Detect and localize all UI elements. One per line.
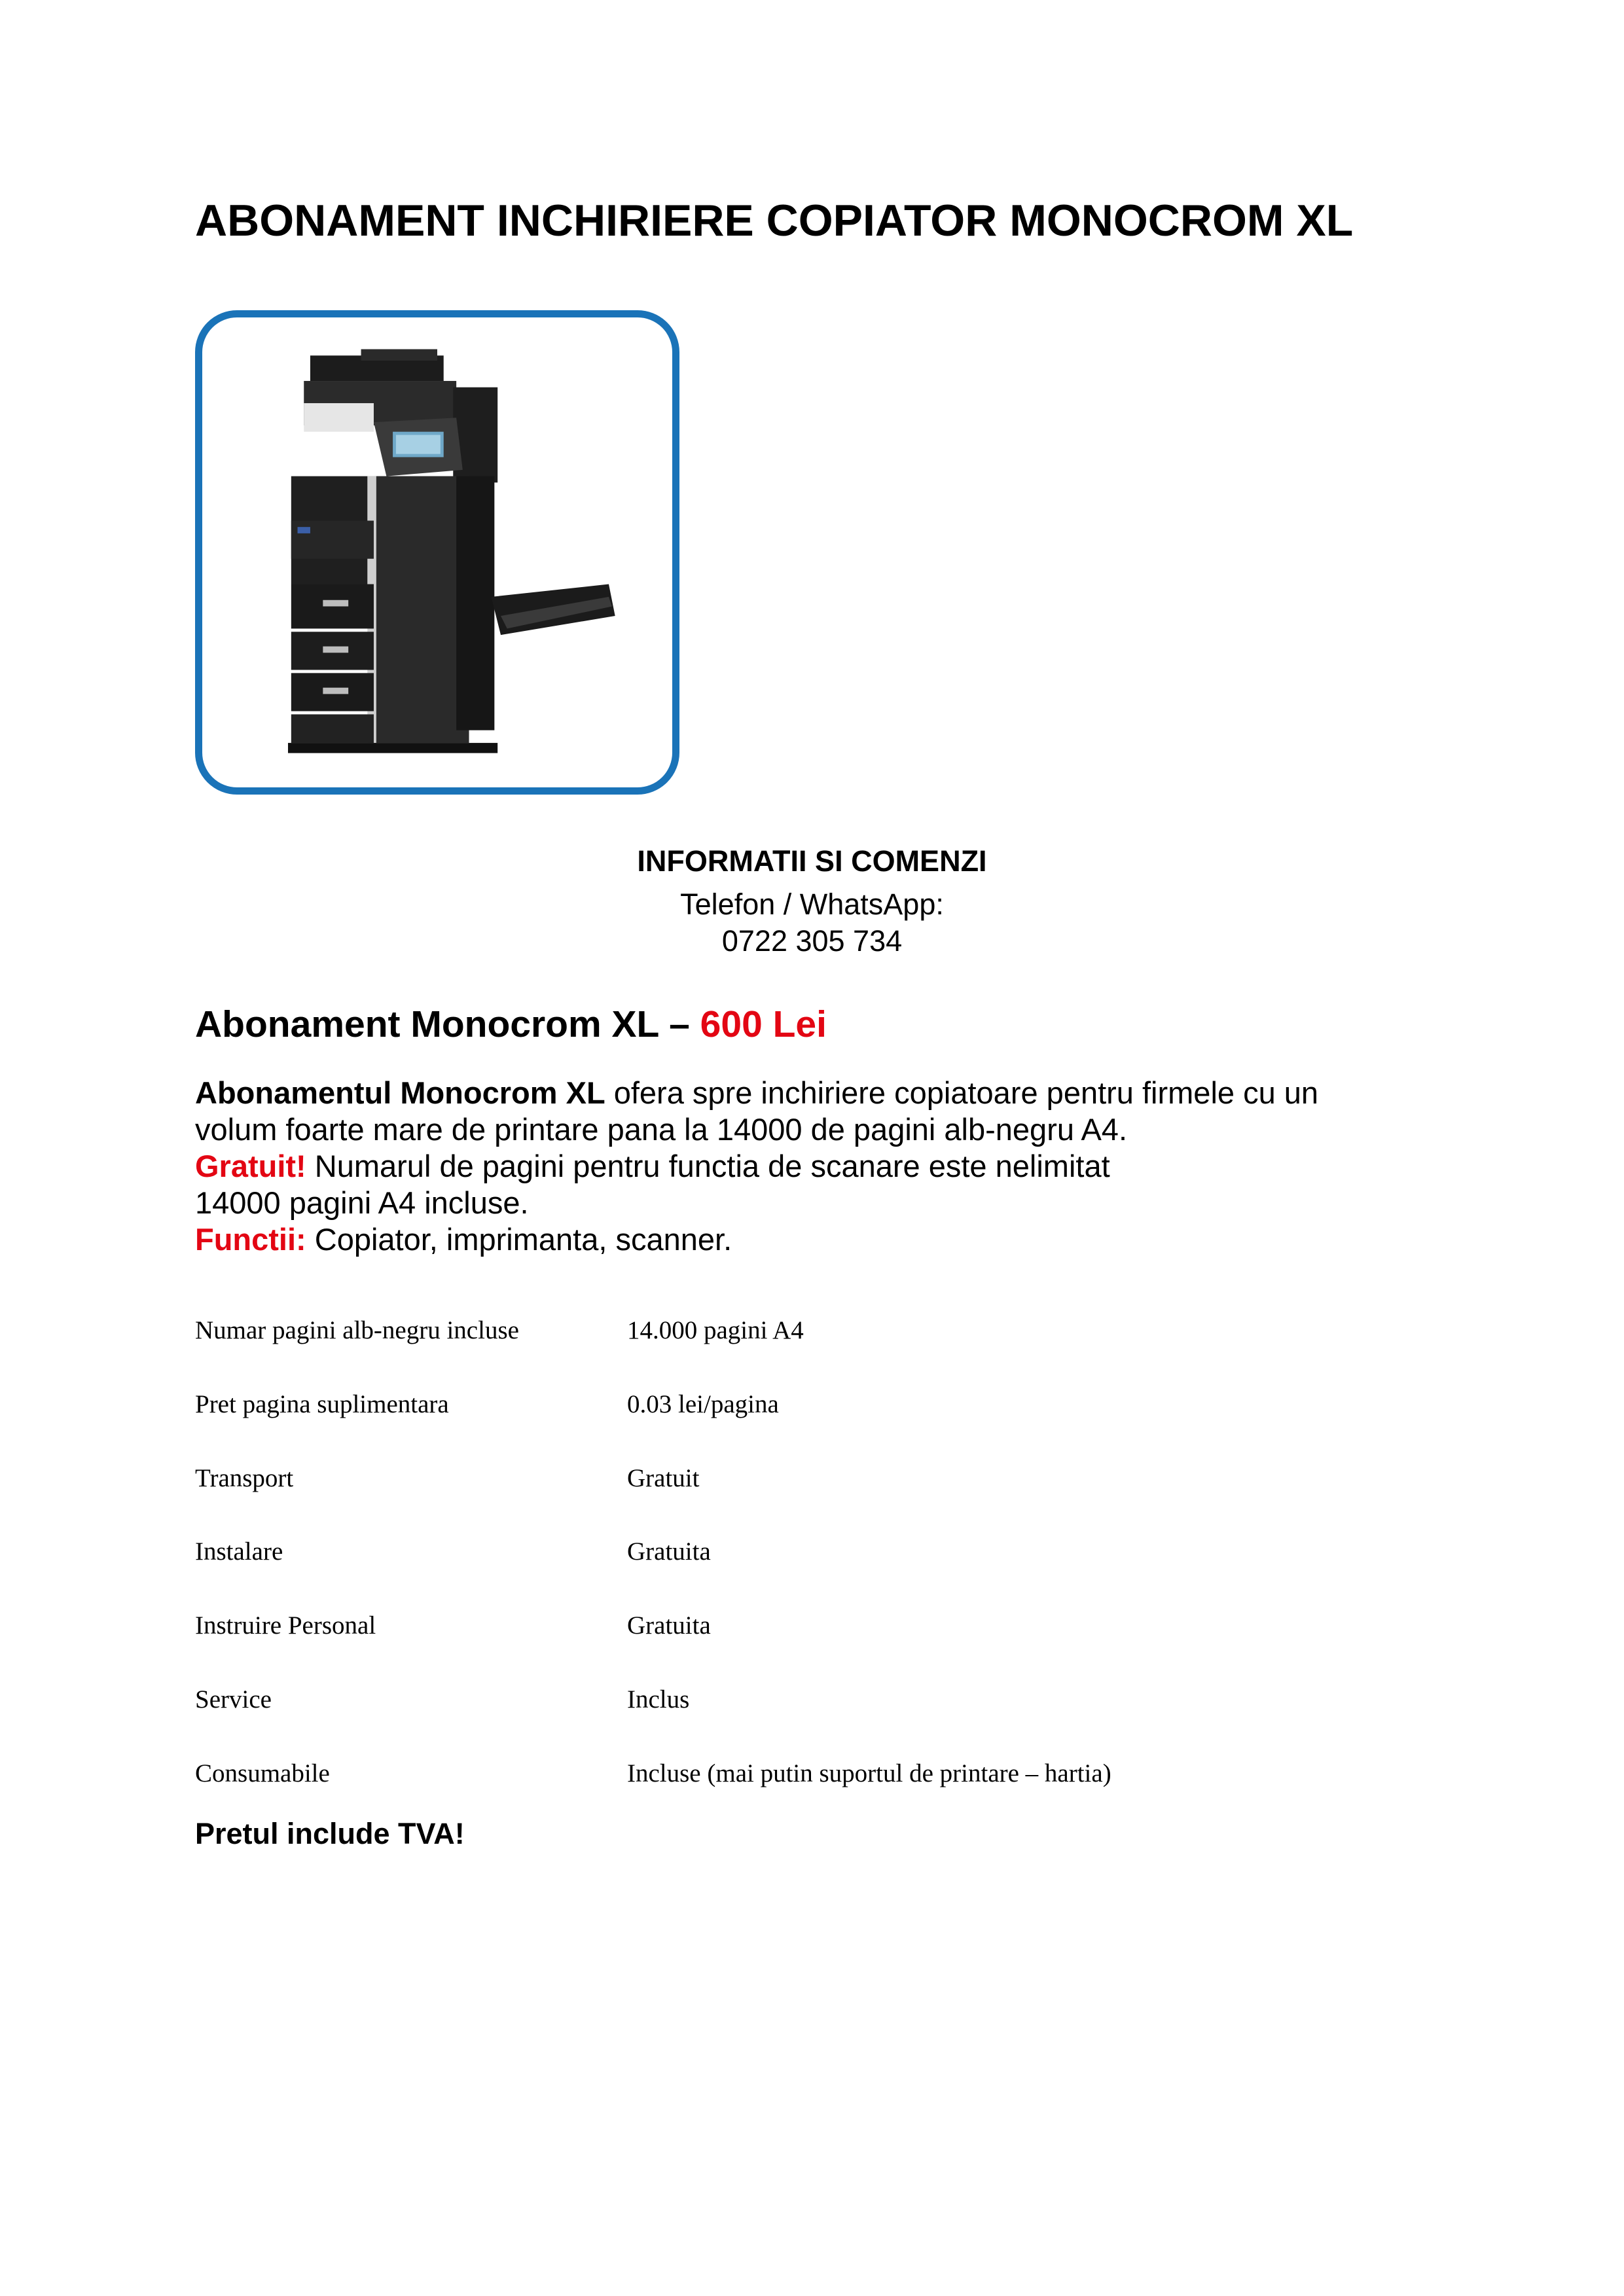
spec-label: Transport (195, 1464, 294, 1492)
spec-value: 14.000 pagini A4 (627, 1316, 804, 1344)
spec-label: Pret pagina suplimentara (195, 1390, 449, 1418)
plan-name: Abonament Monocrom XL – (195, 1003, 700, 1045)
spec-value: Inclus (627, 1685, 690, 1713)
plan-heading (195, 1003, 827, 1046)
description-functions-line (195, 1221, 732, 1258)
description-pages-included: 14000 pagini A4 incluse. (195, 1185, 529, 1220)
contact-heading: INFORMATII SI COMENZI (637, 844, 987, 878)
spec-value: Gratuita (627, 1611, 711, 1640)
spec-value: Gratuita (627, 1537, 711, 1566)
spec-value: Incluse (mai putin suportul de printare – hartia) (627, 1759, 1111, 1787)
spec-label: Consumabile (195, 1759, 330, 1787)
vat-note: Pretul include TVA! (195, 1817, 465, 1850)
spec-label: Service (195, 1685, 272, 1713)
functions-text: Copiator, imprimanta, scanner. (306, 1222, 732, 1257)
contact-phone-number: 0722 305 734 (721, 924, 903, 958)
description-plan-name: Abonamentul Monocrom XL (195, 1075, 605, 1110)
description-text: ofera spre inchiriere copiatoare pentru firmele cu un (605, 1075, 1319, 1110)
plan-price: 600 Lei (700, 1003, 827, 1045)
description-line-1 (195, 1075, 1318, 1111)
description-free-line (195, 1148, 1110, 1185)
description-line-2: volum foarte mare de printare pana la 14000 de pagini alb-negru A4. (195, 1112, 1127, 1147)
free-text: Numarul de pagini pentru functia de scanare este nelimitat (306, 1149, 1110, 1183)
product-photo (195, 310, 679, 795)
page-title: ABONAMENT INCHIRIERE COPIATOR MONOCROM XL (195, 196, 1354, 245)
spec-value: 0.03 lei/pagina (627, 1390, 779, 1418)
contact-phone-label: Telefon / WhatsApp: (680, 888, 944, 921)
copier-illustration (202, 317, 672, 787)
spec-label: Numar pagini alb-negru incluse (195, 1316, 519, 1344)
functions-label: Functii: (195, 1222, 306, 1257)
spec-label: Instalare (195, 1537, 283, 1566)
spec-label: Instruire Personal (195, 1611, 376, 1640)
spec-value: Gratuit (627, 1464, 700, 1492)
free-label: Gratuit! (195, 1149, 306, 1183)
